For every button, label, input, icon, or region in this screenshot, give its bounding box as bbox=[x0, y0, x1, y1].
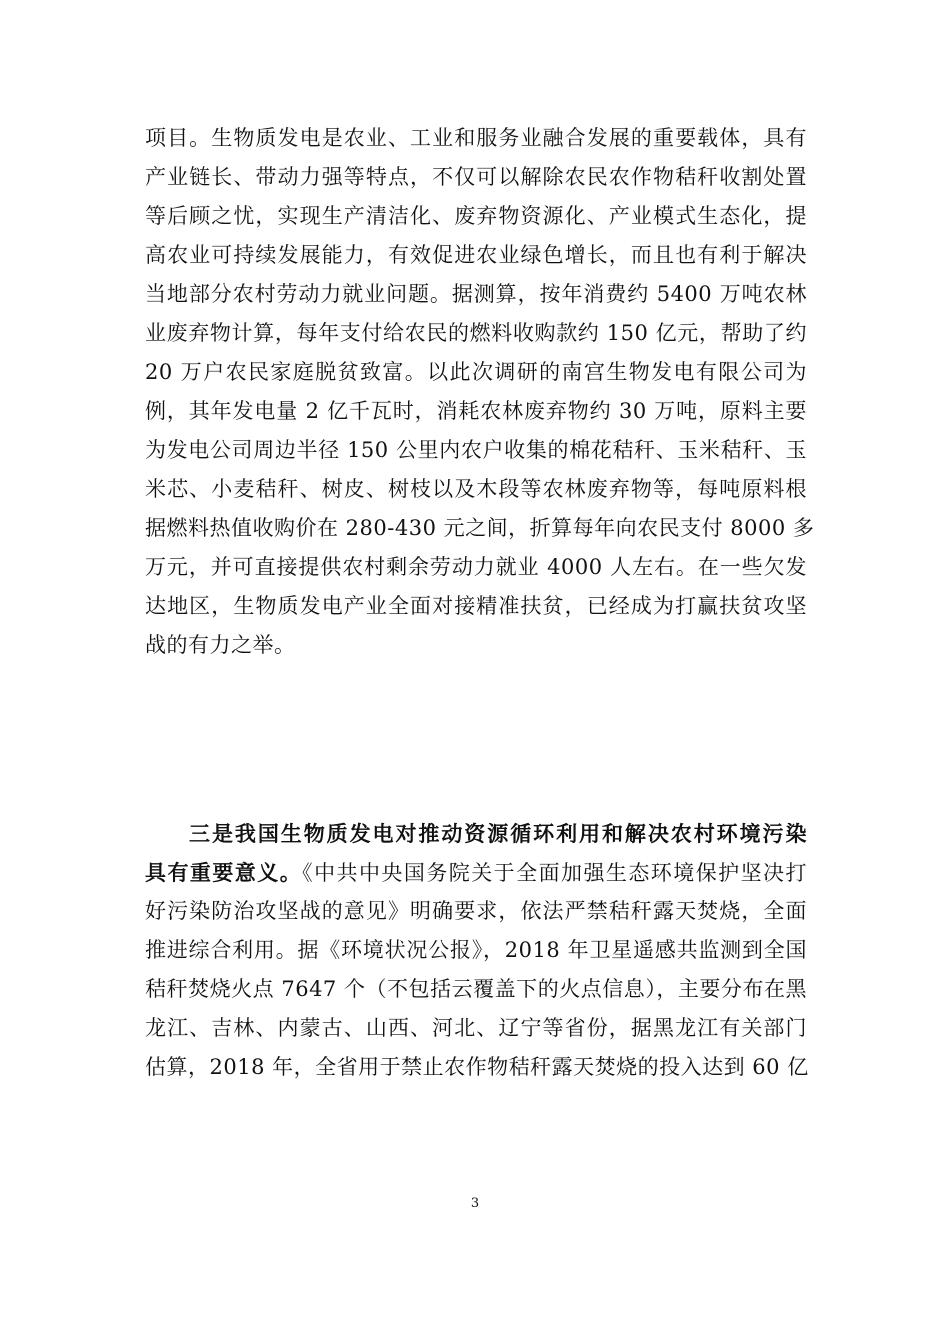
text-line: 据燃料热值收购价在 280-430 元之间，折算每年向农民支付 8000 多 bbox=[145, 516, 815, 540]
text-line: 高农业可持续发展能力，有效促进农业绿色增长，而且也有利于解决 bbox=[145, 243, 807, 267]
page-number: 3 bbox=[470, 1196, 480, 1211]
text-line: 龙江、吉林、内蒙古、山西、河北、辽宁等省份，据黑龙江有关部门 bbox=[145, 1016, 807, 1040]
text-line: 等后顾之忧，实现生产清洁化、废弃物资源化、产业模式生态化，提 bbox=[145, 204, 807, 228]
text-line: 战的有力之举。 bbox=[145, 633, 296, 657]
paragraph-biomass-poverty bbox=[145, 119, 815, 665]
section-heading-end: 具有重要意义。 bbox=[145, 860, 303, 885]
text-line-rest: 《中共中央国务院关于全面加强生态环境保护坚决打 bbox=[302, 861, 808, 885]
text-line: 产业链长、带动力强等特点，不仅可以解除农民农作物秸秆收割处置 bbox=[145, 165, 807, 189]
text-line: 例，其年发电量 2 亿千瓦时，消耗农林废弃物约 30 万吨，原料主要 bbox=[145, 399, 807, 423]
text-line: 当地部分农村劳动力就业问题。据测算，按年消费约 5400 万吨农林 bbox=[145, 282, 807, 306]
text-line: 米芯、小麦秸秆、树皮、树枝以及木段等农林废弃物等，每吨原料根 bbox=[145, 477, 807, 501]
section-heading-line: 三是我国生物质发电对推动资源循环利用和解决农村环境污染 bbox=[189, 821, 807, 846]
text-line: 20 万户农民家庭脱贫致富。以此次调研的南宫生物发电有限公司为 bbox=[145, 360, 807, 384]
text-line: 业废弃物计算，每年支付给农民的燃料收购款约 150 亿元，帮助了约 bbox=[145, 321, 807, 345]
text-line bbox=[145, 853, 807, 892]
text-line: 秸秆焚烧火点 7647 个（不包括云覆盖下的火点信息），主要分布在黑 bbox=[145, 977, 807, 1001]
text-line: 万元，并可直接提供农村剩余劳动力就业 4000 人左右。在一些欠发 bbox=[145, 555, 807, 579]
paragraph-environment bbox=[145, 814, 807, 1087]
text-line: 推进综合利用。据《环境状况公报》，2018 年卫星遥感共监测到全国 bbox=[145, 938, 807, 962]
text-line: 为发电公司周边半径 150 公里内农户收集的棉花秸秆、玉米秸秆、玉 bbox=[145, 438, 807, 462]
text-line: 项目。生物质发电是农业、工业和服务业融合发展的重要载体，具有 bbox=[145, 126, 807, 150]
text-line: 估算，2018 年，全省用于禁止农作物秸秆露天焚烧的投入达到 60 亿 bbox=[145, 1055, 809, 1079]
text-line: 好污染防治攻坚战的意见》明确要求，依法严禁秸秆露天焚烧，全面 bbox=[145, 899, 807, 923]
text-line: 达地区，生物质发电产业全面对接精准扶贫，已经成为打赢扶贫攻坚 bbox=[145, 594, 807, 618]
